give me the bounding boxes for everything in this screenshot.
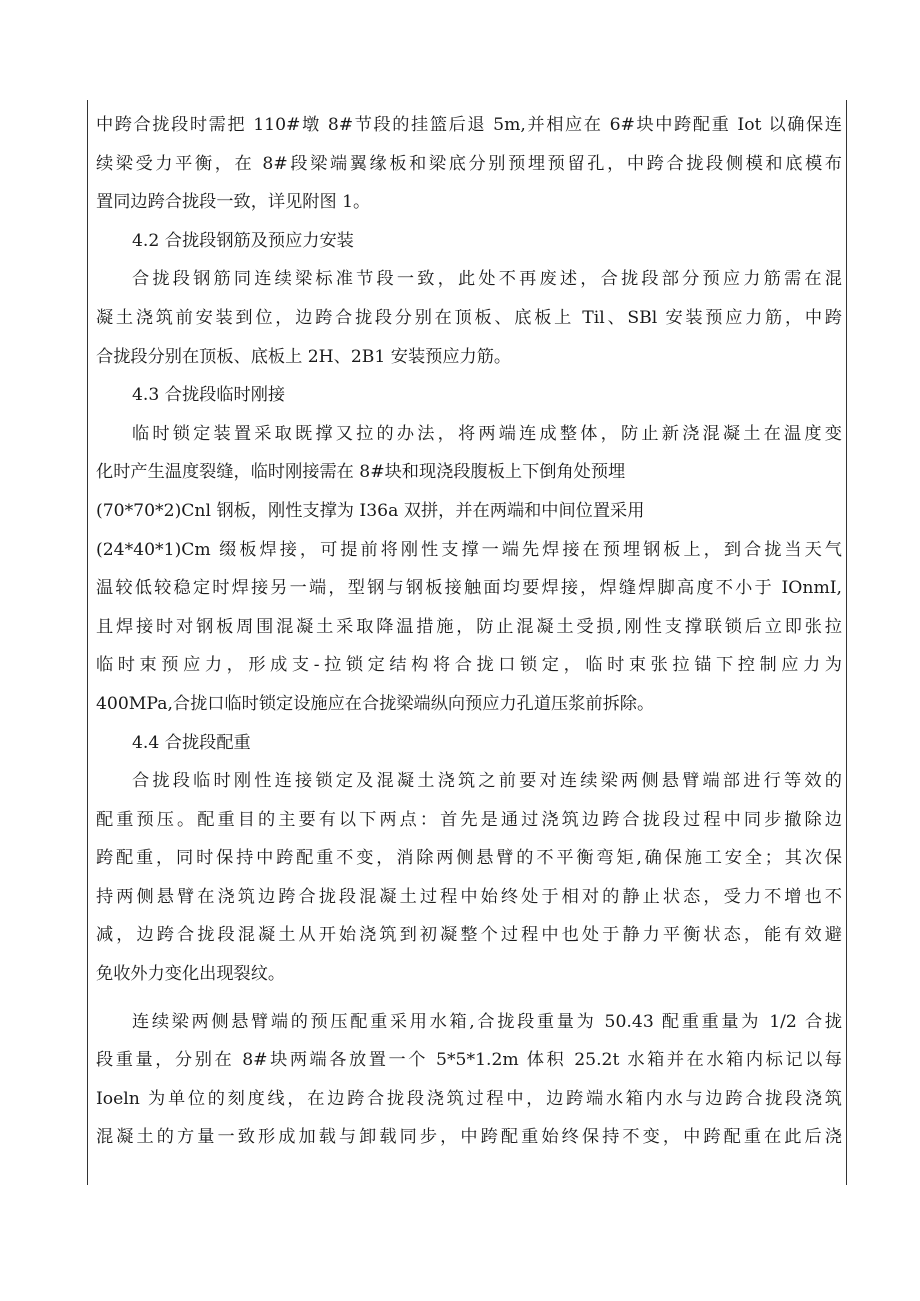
text-line: 温较低较稳定时焊接另一端，型钢与钢板接触面均要焊接，焊缝焊脚高度不小于 IOnmI,: [96, 578, 842, 599]
text-line: 合拢段临时刚性连接锁定及混凝土浇筑之前要对连续梁两侧悬臂端部进行等效的: [132, 771, 842, 792]
text-line: 中跨合拢段时需把 110#墩 8#节段的挂篮后退 5m,并相应在 6#块中跨配重 Iot 以确保连: [96, 115, 842, 135]
text-line: 混凝土的方量一致形成加载与卸载同步，中跨配重始终保持不变，中跨配重在此后浇: [96, 1127, 842, 1148]
text-line: 合拢段分别在顶板、底板上 2H、2B1 安装预应力筋。: [96, 346, 512, 367]
text-line: (70*70*2)Cnl 钢板，刚性支撑为 I36a 双拼，并在两端和中间位置采用: [96, 500, 645, 521]
section-heading-4-3: 4.3 合拢段临时刚接: [132, 385, 286, 406]
text-line: 续梁受力平衡，在 8#段梁端翼缘板和梁底分别预埋预留孔，中跨合拢段侧模和底模布: [96, 153, 842, 174]
paragraph-gap: [96, 994, 842, 1003]
text-line: 段重量，分别在 8#块两端各放置一个 5*5*1.2m 体积 25.2t 水箱并在水箱内标记以每: [96, 1050, 842, 1071]
section-heading-4-4: 4.4 合拢段配重: [132, 732, 251, 753]
paragraph-midspan-closure: [96, 106, 842, 222]
text-line: 持两侧悬臂在浇筑边跨合拢段混凝土过程中始终处于相对的静止状态，受力不增也不: [96, 886, 842, 907]
paragraph-temporary-rigid-connection: [96, 415, 842, 724]
text-line: 配重预压。配重目的主要有以下两点：首先是通过浇筑边跨合拢段过程中同步撤除边: [96, 809, 842, 830]
text-line: 跨配重，同时保持中跨配重不变，消除两侧悬臂的不平衡弯矩,确保施工安全；其次保: [96, 848, 842, 869]
text-line: 置同边跨合拢段一致，详见附图 1。: [96, 192, 371, 213]
section-heading-4-2: 4.2 合拢段钢筋及预应力安装: [132, 230, 354, 251]
text-line: Ioeln 为单位的刻度线，在边跨合拢段浇筑过程中，边跨端水箱内水与边跨合拢段浇筑: [96, 1088, 842, 1109]
text-line: (24*40*1)Cm 缀板焊接，可提前将刚性支撑一端先焊接在预埋钢板上，到合拢当天气: [96, 539, 842, 560]
paragraph-water-tank-counterweight: [96, 1003, 842, 1157]
text-line: 凝土浇筑前安装到位，边跨合拢段分别在顶板、底板上 Til、SBl 安装预应力筋，中跨: [96, 307, 842, 328]
text-line: 临时锁定装置采取既撑又拉的办法，将两端连成整体，防止新浇混凝土在温度变: [132, 423, 842, 444]
paragraph-rebar-prestress: [96, 260, 842, 376]
text-line: 连续梁两侧悬臂端的预压配重采用水箱,合拢段重量为 50.43 配重重量为 1/2 合拢: [132, 1011, 842, 1032]
paragraph-counterweight-purpose: [96, 762, 842, 994]
text-line: 减，边跨合拢段混凝土从开始浇筑到初凝整个过程中也处于静力平衡状态，能有效避: [96, 925, 842, 946]
text-line: 临时束预应力，形成支-拉锁定结构将合拢口锁定，临时束张拉锚下控制应力为: [96, 655, 842, 676]
document-body: [96, 106, 842, 1157]
text-line: 400MPa,合拢口临时锁定设施应在合拢梁端纵向预应力孔道压浆前拆除。: [96, 693, 655, 714]
text-line: 且焊接时对钢板周围混凝土采取降温措施，防止混凝土受损,刚性支撑联锁后立即张拉: [96, 616, 842, 637]
text-line: 合拢段钢筋同连续梁标准节段一致，此处不再废述，合拢段部分预应力筋需在混: [132, 269, 842, 290]
text-line: 免收外力变化出现裂纹。: [96, 964, 286, 985]
text-line: 化时产生温度裂缝，临时刚接需在 8#块和现浇段腹板上下倒角处预埋: [96, 462, 626, 483]
